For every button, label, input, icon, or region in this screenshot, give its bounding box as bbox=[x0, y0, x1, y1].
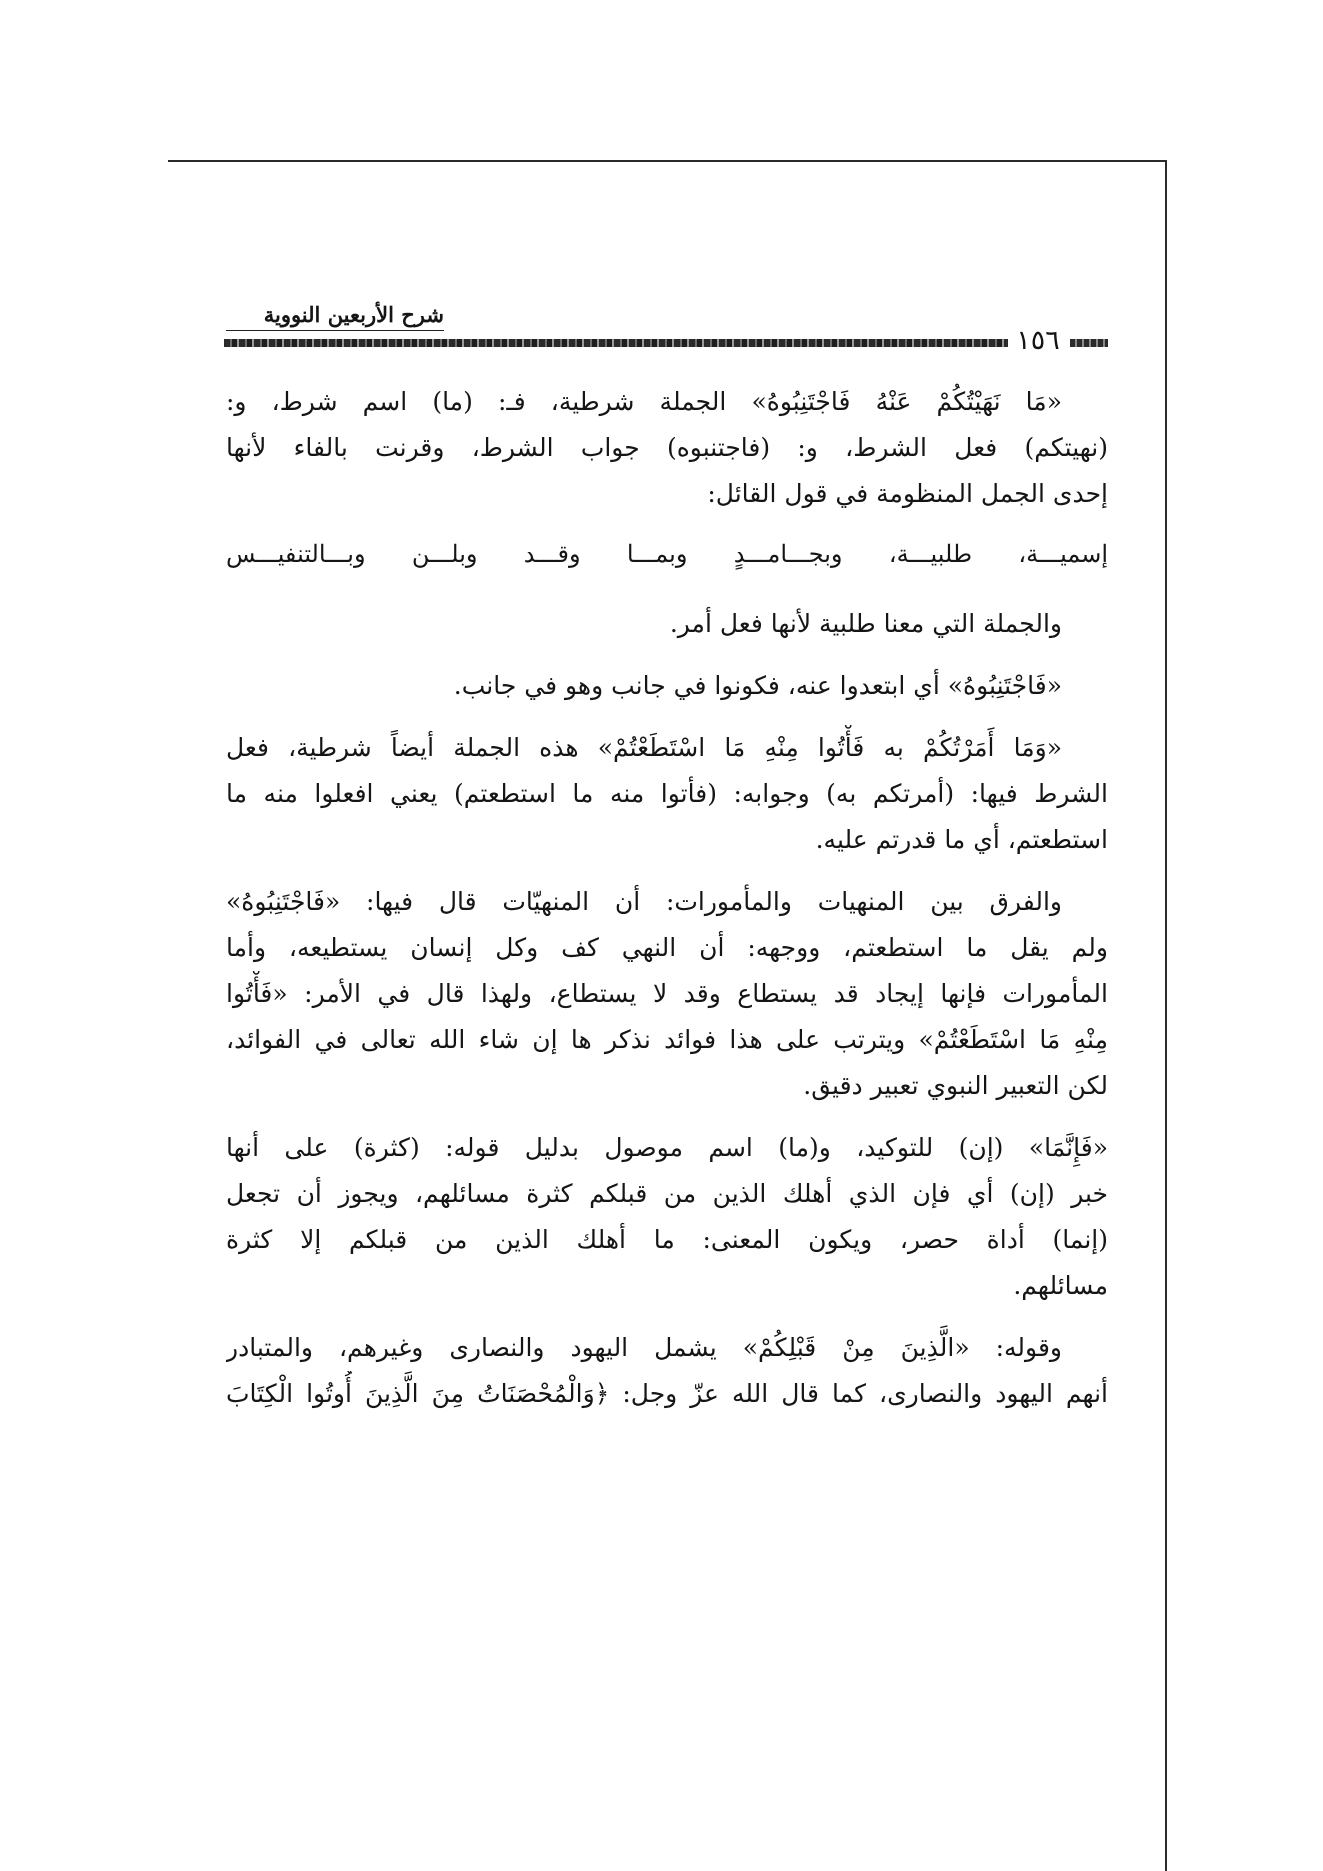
text-line: والجملة التي معنا طلبية لأنها فعل أمر. bbox=[669, 609, 1062, 638]
paragraph-6 bbox=[226, 1125, 1108, 1309]
text-line: «فَاجْتَنِبُوهُ» أي ابتعدوا عنه، فكونوا في جانب وهو في جانب. bbox=[453, 671, 1062, 700]
text-line: استطعتم، أي ما قدرتم عليه. bbox=[815, 825, 1108, 854]
page-body bbox=[226, 379, 1108, 1417]
text-line: أنهم اليهود والنصارى، كما قال الله عزّ وجل: ﴿وَالْمُحْصَنَاتُ مِنَ الَّذِينَ أُوتُوا الْكِتَابَ bbox=[226, 1379, 1108, 1408]
running-head-title: شرح الأربعين النووية bbox=[263, 302, 444, 327]
poetry-verse: إسميـــة، طلبيـــة، وبجـــامـــدٍ وبمـــا وقـــد وبلـــن وبـــالتنفيـــس bbox=[226, 540, 1108, 568]
page-number: ١٥٦ bbox=[1016, 325, 1060, 356]
text-line: وقوله: «الَّذِينَ مِنْ قَبْلِكُمْ» يشمل اليهود والنصارى وغيرهم، والمتبادر bbox=[226, 1333, 1062, 1362]
header-ornament-band-end bbox=[1070, 339, 1108, 347]
running-head-underline bbox=[226, 330, 444, 331]
text-line: (نهيتكم) فعل الشرط، و: (فاجتنبوه) جواب الشرط، وقرنت بالفاء لأنها bbox=[226, 433, 1108, 462]
text-line: «فَإِنَّمَا» (إن) للتوكيد، و(ما) اسم موصول بدليل قوله: (كثرة) على أنها bbox=[226, 1133, 1108, 1162]
text-line: المأمورات فإنها إيجاد قد يستطاع وقد لا يستطاع، ولهذا قال في الأمر: «فَأْتُوا bbox=[226, 979, 1108, 1008]
text-line: ولم يقل ما استطعتم، ووجهه: أن النهي كف وكل إنسان يستطيعه، وأما bbox=[226, 933, 1108, 962]
text-line: الشرط فيها: (أمرتكم به) وجوابه: (فأتوا منه ما استطعتم) يعني افعلوا منه ما bbox=[226, 779, 1108, 808]
text-line: «وَمَا أَمَرْتُكُمْ به فَأْتُوا مِنْهِ مَا اسْتَطَعْتُمْ» هذه الجملة أيضاً شرطية، فعل bbox=[226, 733, 1062, 762]
right-border-rule bbox=[1165, 160, 1167, 1871]
paragraph-7 bbox=[226, 1325, 1108, 1417]
text-line: خبر (إن) أي فإن الذي أهلك الذين من قبلكم كثرة مسائلهم، ويجوز أن تجعل bbox=[226, 1179, 1108, 1208]
text-line: مسائلهم. bbox=[1013, 1271, 1108, 1300]
text-line: (إنما) أداة حصر، ويكون المعنى: ما أهلك الذين من قبلكم إلا كثرة bbox=[226, 1225, 1108, 1254]
text-line: «مَا نَهَيْتُكُمْ عَنْهُ فَاجْتَنِبُوهُ» الجملة شرطية، فـ: (ما) اسم شرط، و: bbox=[226, 387, 1062, 416]
top-border-rule bbox=[168, 160, 1166, 162]
text-line: إحدى الجمل المنظومة في قول القائل: bbox=[707, 479, 1108, 508]
text-line: والفرق بين المنهيات والمأمورات: أن المنهيّات قال فيها: «فَاجْتَنِبُوهُ» bbox=[226, 887, 1062, 916]
paragraph-2 bbox=[226, 601, 1108, 647]
paragraph-4 bbox=[226, 725, 1108, 863]
header-ornament-band bbox=[224, 339, 1008, 347]
text-line: لكن التعبير النبوي تعبير دقيق. bbox=[803, 1071, 1108, 1100]
text-line: مِنْهِ مَا اسْتَطَعْتُمْ» ويترتب على هذا فوائد نذكر ها إن شاء الله تعالى في الفوائد، bbox=[226, 1025, 1108, 1054]
paragraph-1 bbox=[226, 379, 1108, 517]
paragraph-3 bbox=[226, 663, 1108, 709]
paragraph-5 bbox=[226, 879, 1108, 1109]
